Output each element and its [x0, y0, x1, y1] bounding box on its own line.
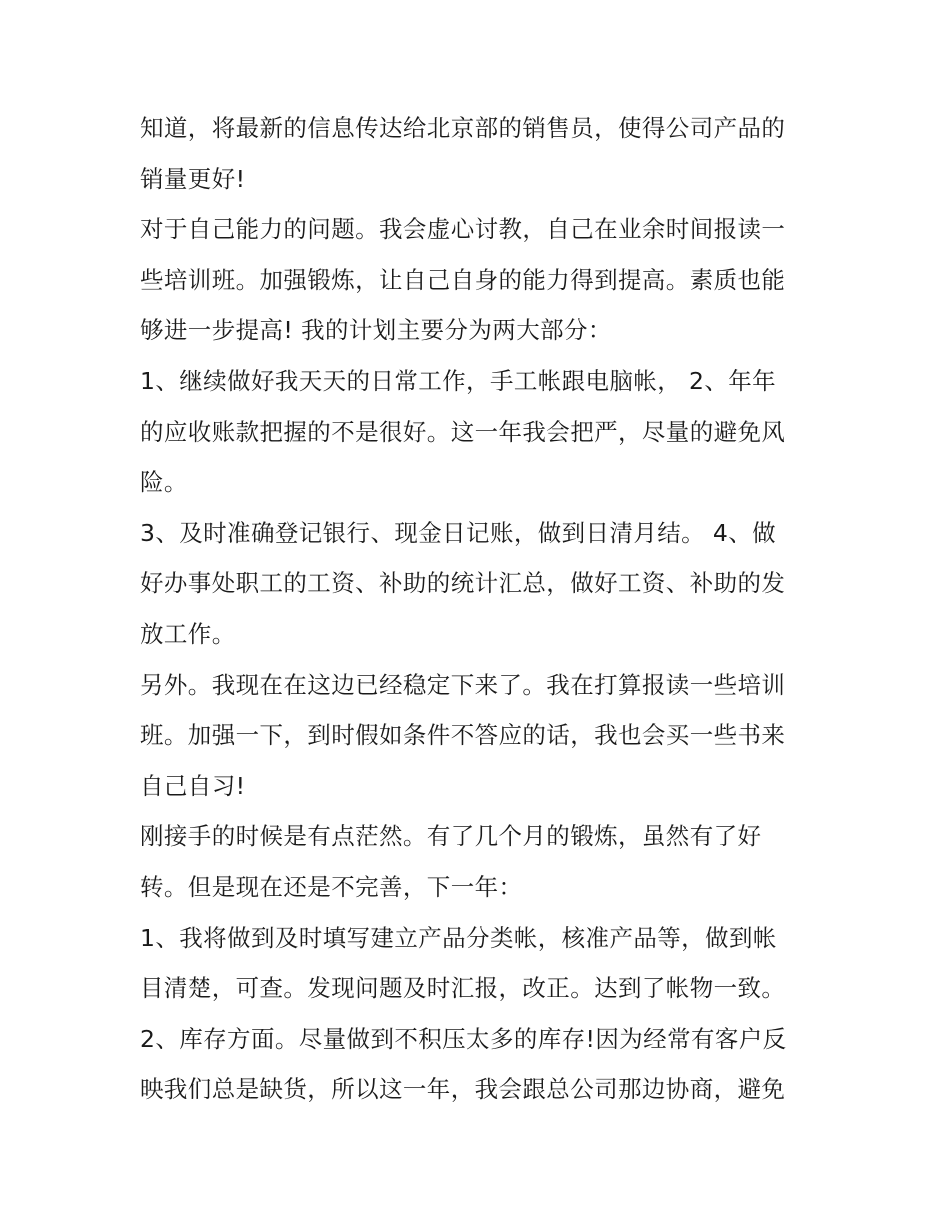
- text-line: 对于自己能力的问题。我会虚心讨教，自己在业余时间报读一: [140, 215, 786, 244]
- text-line: 1、我将做到及时填写建立产品分类帐，核准产品等，做到帐: [140, 923, 777, 952]
- text-line: 刚接手的时候是有点茫然。有了几个月的锻炼，虽然有了好: [140, 822, 762, 851]
- text-line: 险。: [140, 468, 188, 497]
- text-line: 映我们总是缺货，所以这一年，我会跟总公司那边协商，避免: [140, 1075, 786, 1104]
- text-line: 些培训班。加强锻炼，让自己自身的能力得到提高。素质也能: [140, 265, 786, 294]
- text-line: 自己自习!: [140, 771, 246, 800]
- text-line: 班。加强一下，到时假如条件不答应的话，我也会买一些书来: [140, 721, 786, 750]
- text-line: 够进一步提高! 我的计划主要分为两大部分：: [140, 316, 612, 345]
- text-line: 1、继续做好我天天的日常工作，手工帐跟电脑帐， 2、年年: [140, 366, 777, 395]
- text-line: 好办事处职工的工资、补助的统计汇总，做好工资、补助的发: [140, 569, 786, 598]
- text-line: 目清楚，可查。发现问题及时汇报，改正。达到了帐物一致。: [140, 974, 786, 1003]
- text-line: 放工作。: [140, 619, 236, 648]
- text-line: 转。但是现在还是不完善，下一年：: [140, 872, 523, 901]
- text-line: 3、及时准确登记银行、现金日记账，做到日清月结。 4、做: [140, 518, 777, 547]
- document-body: [140, 103, 830, 1115]
- text-line: 2、库存方面。尽量做到不积压太多的库存!因为经常有客户反: [140, 1024, 787, 1053]
- text-line: 的应收账款把握的不是很好。这一年我会把严，尽量的避免风: [140, 417, 786, 446]
- text-line: 另外。我现在在这边已经稳定下来了。我在打算报读一些培训: [140, 670, 786, 699]
- text-line: 知道，将最新的信息传达给北京部的销售员，使得公司产品的: [140, 114, 786, 142]
- text-line: 销量更好!: [140, 164, 246, 193]
